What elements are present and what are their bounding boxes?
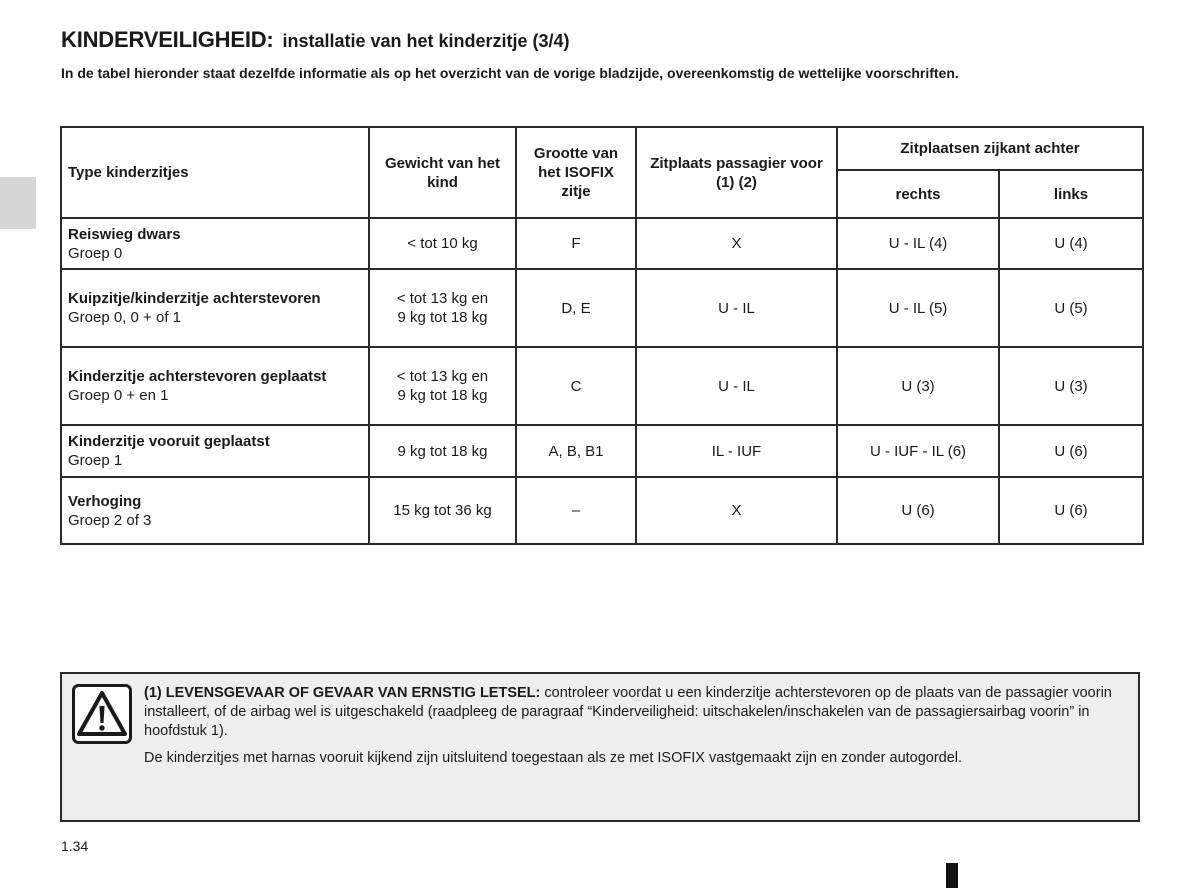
isofix-cell: A, B, B1 xyxy=(516,425,636,477)
seat-type-name: Kuipzitje/kinderzitje achterstevoren xyxy=(68,290,321,307)
warning-heading: (1) LEVENSGEVAAR OF GEVAAR VAN ERNSTIG LETSEL: xyxy=(144,685,541,701)
header-left: links xyxy=(999,170,1143,218)
seat-type-cell xyxy=(61,347,369,425)
seat-type-group: Groep 0 + en 1 xyxy=(68,387,169,404)
weight-line: 9 kg tot 18 kg xyxy=(397,309,488,326)
warning-triangle-icon xyxy=(72,684,132,744)
isofix-cell: F xyxy=(516,218,636,269)
seat-type-cell xyxy=(61,269,369,347)
header-front-passenger: Zitplaats passagier voor (1) (2) xyxy=(636,127,837,218)
front-cell: X xyxy=(636,477,837,544)
front-cell: U - IL xyxy=(636,347,837,425)
table-row xyxy=(61,425,1143,477)
seat-type-name: Kinderzitje vooruit geplaatst xyxy=(68,433,270,450)
weight-cell xyxy=(369,269,516,347)
intro-paragraph: In de tabel hieronder staat dezelfde informatie als op het overzicht van de vorige bladzijde, overeenkomstig de wettelijke voorschriften. xyxy=(61,65,959,81)
chapter-tab-marker xyxy=(0,177,36,229)
page-number: 1.34 xyxy=(61,838,89,854)
isofix-cell: C xyxy=(516,347,636,425)
rear-right-cell: U (3) xyxy=(837,347,999,425)
isofix-cell: – xyxy=(516,477,636,544)
rear-right-cell: U (6) xyxy=(837,477,999,544)
table-row xyxy=(61,269,1143,347)
weight-cell xyxy=(369,477,516,544)
header-weight: Gewicht van het kind xyxy=(369,127,516,218)
front-cell: IL - IUF xyxy=(636,425,837,477)
header-right: rechts xyxy=(837,170,999,218)
rear-left-cell: U (6) xyxy=(999,425,1143,477)
rear-left-cell: U (4) xyxy=(999,218,1143,269)
page-title xyxy=(61,18,570,55)
seat-type-cell xyxy=(61,425,369,477)
seat-type-name: Verhoging xyxy=(68,492,142,510)
weight-line: < tot 10 kg xyxy=(407,235,478,252)
page-title-main: KINDERVEILIGHEID: xyxy=(61,27,274,52)
rear-left-cell: U (3) xyxy=(999,347,1143,425)
rear-right-cell: U - IUF - IL (6) xyxy=(837,425,999,477)
seat-type-group: Groep 0, 0 + of 1 xyxy=(68,309,181,326)
rear-left-cell: U (6) xyxy=(999,477,1143,544)
weight-line: 9 kg tot 18 kg xyxy=(397,387,488,404)
child-seat-table xyxy=(60,126,1144,545)
weight-line: 9 kg tot 18 kg xyxy=(397,442,488,460)
warning-text xyxy=(144,684,1128,768)
corner-marker xyxy=(946,863,958,888)
page-title-sub: installatie van het kinderzitje (3/4) xyxy=(282,31,570,51)
isofix-cell: D, E xyxy=(516,269,636,347)
seat-type-name: Kinderzitje achterstevoren geplaatst xyxy=(68,368,327,385)
weight-cell xyxy=(369,347,516,425)
table-row xyxy=(61,347,1143,425)
front-cell: X xyxy=(636,218,837,269)
seat-type-cell xyxy=(61,477,369,544)
table-row xyxy=(61,477,1143,544)
header-isofix-size: Grootte van het ISOFIX zitje xyxy=(516,127,636,218)
rear-left-cell: U (5) xyxy=(999,269,1143,347)
seat-type-cell xyxy=(61,218,369,269)
rear-right-cell: U - IL (5) xyxy=(837,269,999,347)
warning-body: controleer voordat u een kinderzitje achterstevoren op de plaats van de passagier voorin installeert, of de airbag wel is uitgeschakeld (raadpleeg de paragraaf “Kinderveiligheid: uitschakelen/inschakelen van de passagiersairbag voorin” in hoofdstuk 1). xyxy=(144,685,1112,739)
weight-cell xyxy=(369,218,516,269)
seat-type-group: Groep 0 xyxy=(68,244,123,262)
weight-line: < tot 13 kg en xyxy=(396,368,489,385)
header-rear-side-seats: Zitplaatsen zijkant achter xyxy=(837,127,1143,170)
warning-box xyxy=(60,672,1140,822)
warning-note: De kinderzitjes met harnas vooruit kijkend zijn uitsluitend toegestaan als ze met ISOFIX vastgemaakt zijn en zonder autogordel. xyxy=(144,750,963,766)
table-row xyxy=(61,218,1143,269)
weight-line: < tot 13 kg en xyxy=(396,290,489,307)
weight-cell xyxy=(369,425,516,477)
seat-type-group: Groep 2 of 3 xyxy=(68,511,152,529)
front-cell: U - IL xyxy=(636,269,837,347)
seat-type-name: Reiswieg dwars xyxy=(68,225,181,243)
weight-line: 15 kg tot 36 kg xyxy=(393,502,492,519)
rear-right-cell: U - IL (4) xyxy=(837,218,999,269)
header-type: Type kinderzitjes xyxy=(61,127,369,218)
seat-type-group: Groep 1 xyxy=(68,452,123,469)
warning-paragraph xyxy=(144,684,1128,741)
